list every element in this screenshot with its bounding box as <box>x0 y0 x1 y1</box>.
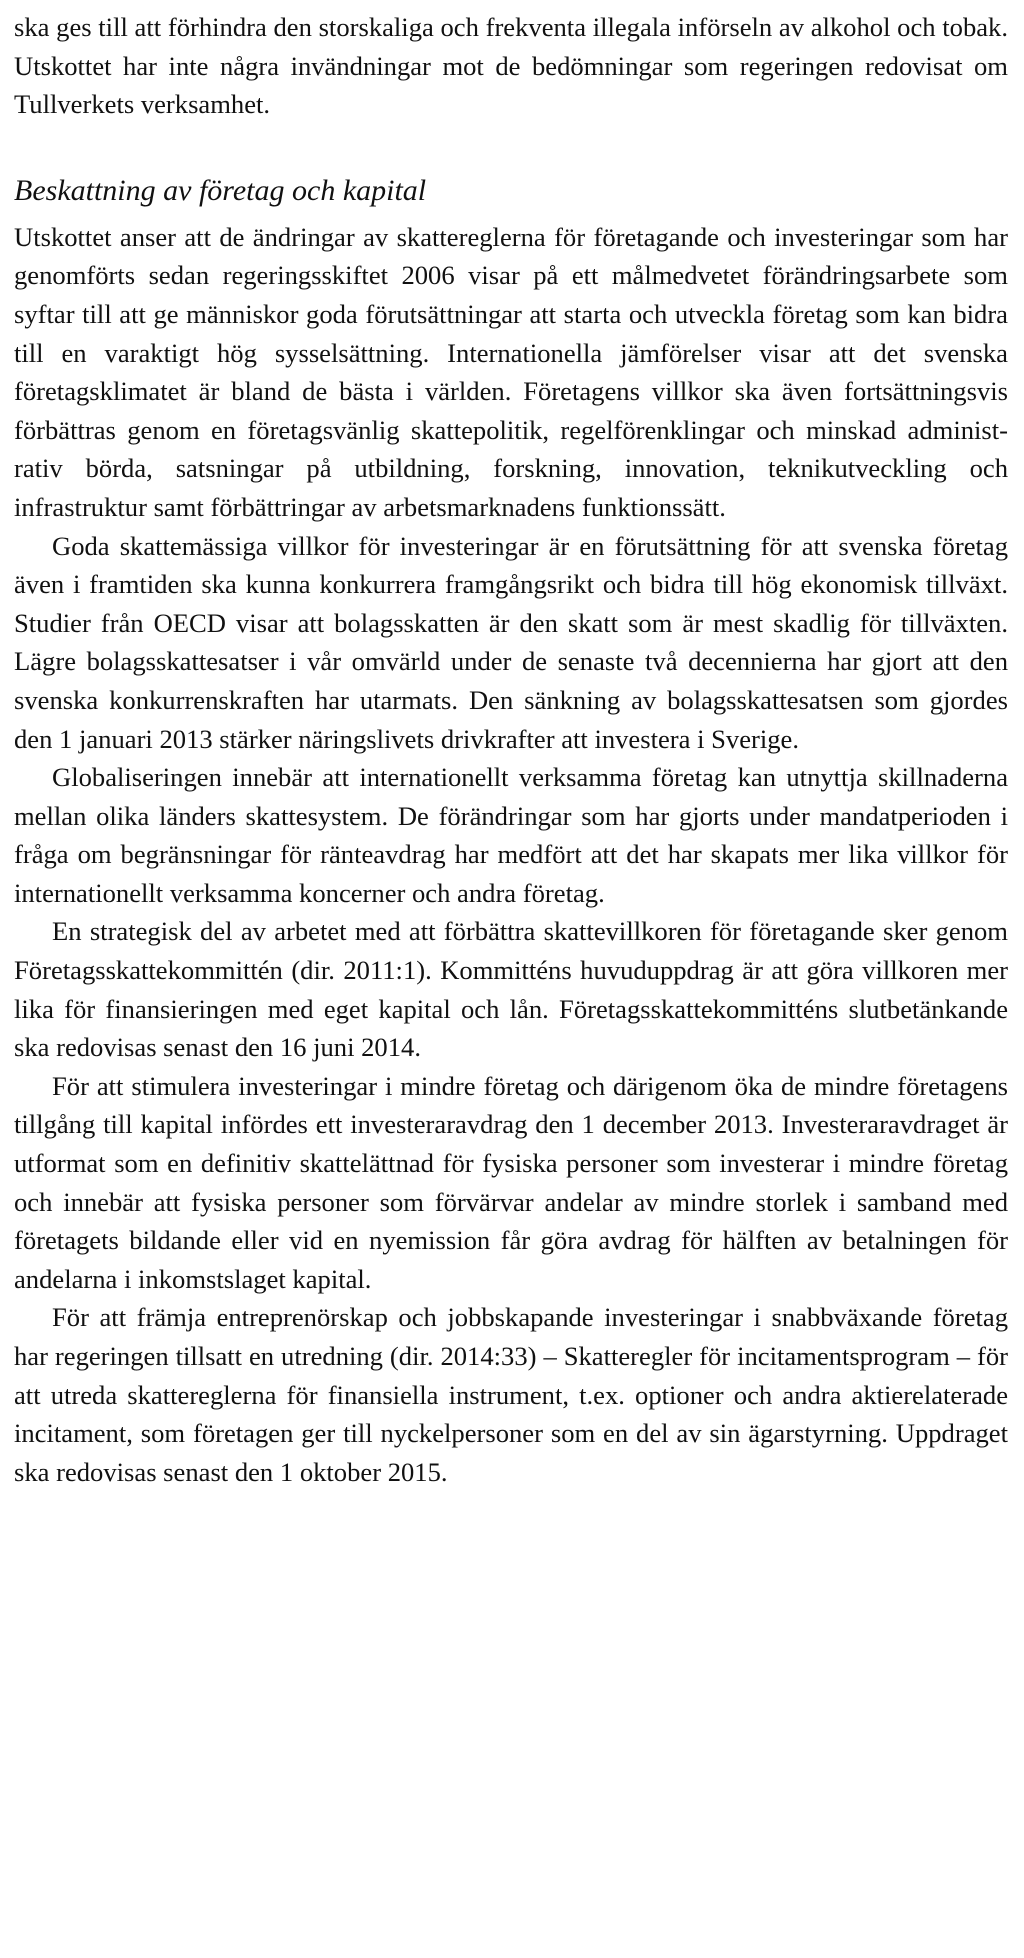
section-heading: Beskattning av företag och kapital <box>14 173 427 207</box>
body-paragraph: En strategisk del av arbetet med att förbättra skattevillkoren för företagande sker genom Företagsskattekommittén (dir. 2011:1). Kommitténs huvuduppdrag är att göra villkoren mer lika för finansieringen med eget kapital och lån. Företagsskattekommitténs slutbetänkande ska redovisas senast den 16 juni 2014. <box>14 916 1008 1063</box>
body-paragraph: Globaliseringen innebär att internationellt verksamma företag kan utnyttja skillnaderna mellan olika länders skattesystem. De förändringar som har gjorts under mandatperioden i fråga om begränsningar för ränteavdrag har medfört att det har skapats mer lika villkor för internationellt verksamma koncerner och andra företag. <box>14 762 1008 908</box>
body-paragraph: För att främja entreprenörskap och jobbskapande investeringar i snabbväxande företag har regeringen tillsatt en utredning (dir. 2014:33) – Skatteregler för incitamentsprogram – för att utreda skattereglerna för finansiella instrument, t.ex. optioner och andra aktierelaterade incitament, som företagen ger till nyckelpersoner som en del av sin ägarstyrning. Uppdraget ska redovisas senast den 1 oktober 2015. <box>14 1302 1008 1487</box>
body-paragraph: Goda skattemässiga villkor för investeringar är en förutsättning för att svenska företag även i framtiden ska kunna konkurrera framgångsrikt och bidra till hög ekonomisk tillväxt. Studier från OECD visar att bolagsskatten är den skatt som är mest skadlig för tillväxten. Lägre bolagsskattesatser i vår omvärld under de senaste två decennierna har gjort att den svenska konkurrenskraften har utarmats. Den sänkning av bolagsskattesatsen som gjordes den 1 januari 2013 stärker näringslivets drivkrafter att investera i Sverige. <box>14 530 1008 754</box>
body-paragraph: För att stimulera investeringar i mindre företag och därigenom öka de mindre företagens tillgång till kapital infördes ett investeraravdrag den 1 december 2013. Investeraravdraget är utformat som en definitiv skattelättnad för fysiska personer som investerar i mindre företag och innebär att fysiska personer som förvärvar andelar av mindre storlek i samband med företagets bildande eller vid en nyemission får göra avdrag för hälften av betalningen för andelarna i inkomstslaget kapital. <box>14 1070 1008 1294</box>
intro-paragraph: ska ges till att förhindra den storskaliga och frekventa illegala införseln av alkohol och tobak. Utskottet har inte några invändningar mot de bedömningar som regeringen redovisat om Tullverkets verksamhet. <box>14 12 1008 120</box>
body-paragraph: Utskottet anser att de ändringar av skattereglerna för företagande och investeringar som har genomförts sedan regeringsskiftet 2006 visar på ett målmedvetet förändringsarbete som syftar till att ge människor goda förutsättningar att starta och utveckla företag som kan bidra till en varaktigt hög sysselsättning. Internationella jämförelser visar att det svenska företagsklimatet är bland de bästa i världen. Företagens villkor ska även fortsättningsvis förbättras genom en företagsvänlig skattepolitik, regelförenklingar och minskad administrativ börda, satsningar på utbildning, forskning, innovation, teknikutveckling och infrastruktur samt förbättringar av arbetsmarknadens funktionssätt. <box>14 221 1008 522</box>
document-page <box>14 8 1008 1491</box>
